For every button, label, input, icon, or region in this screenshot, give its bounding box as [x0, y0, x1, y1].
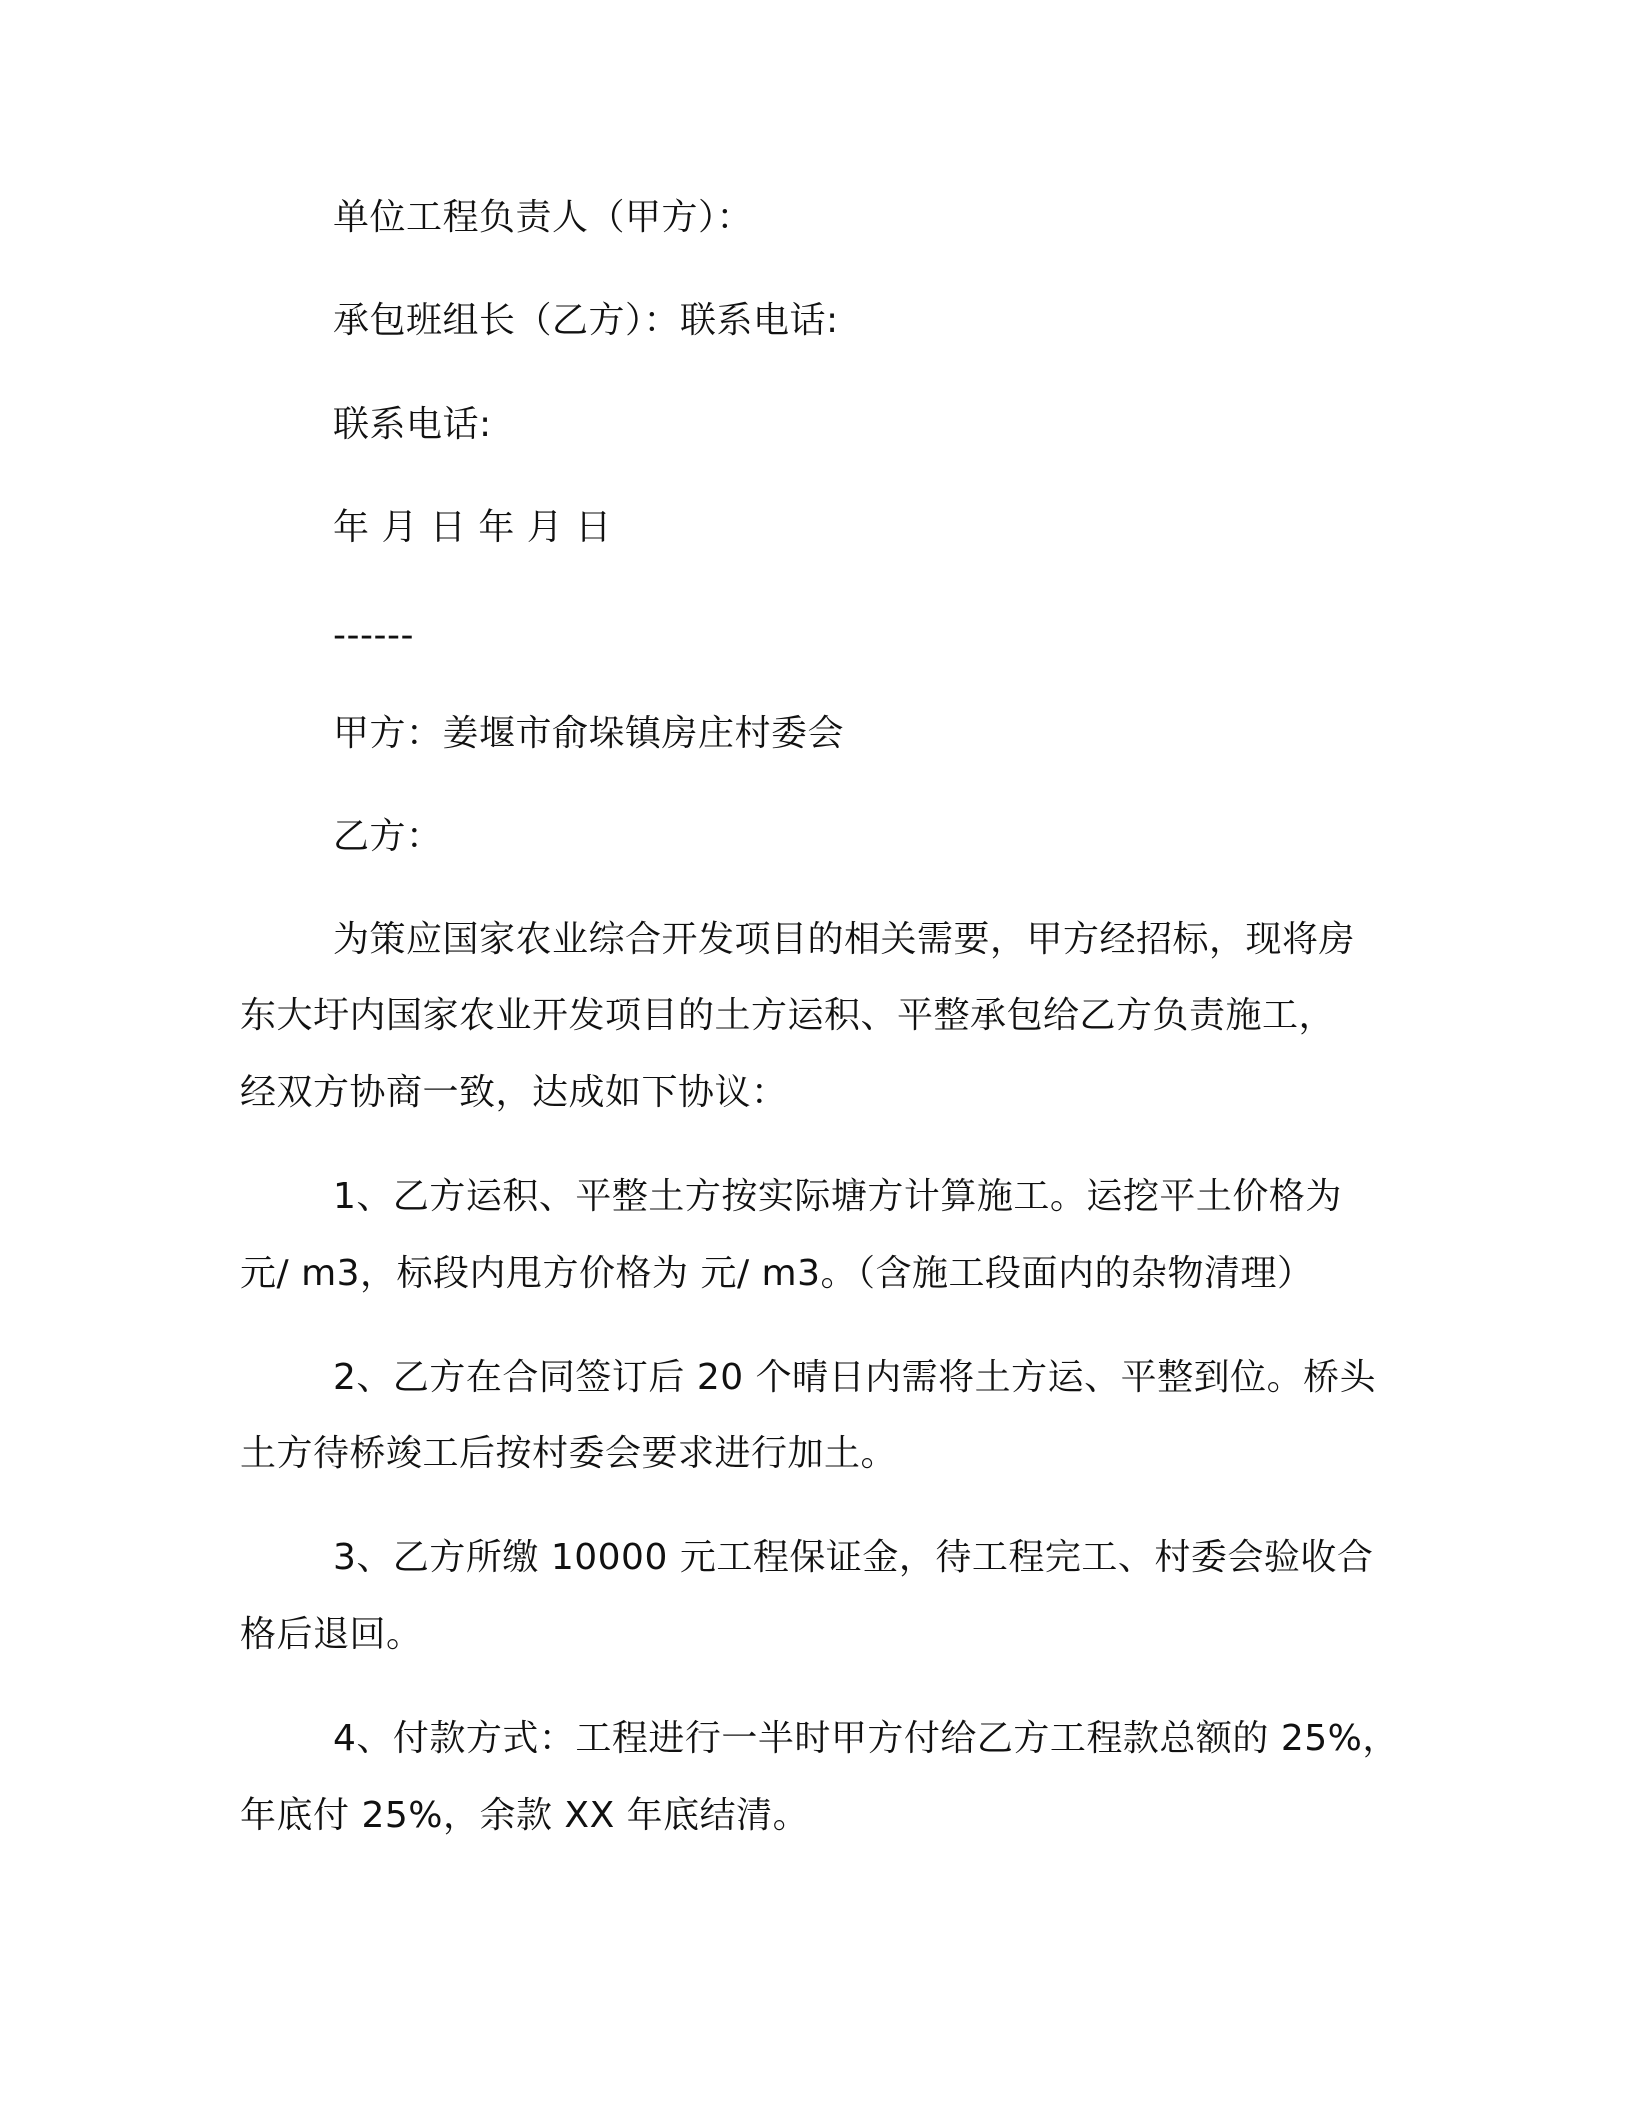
clause-4-line-2: 年底付 25%，余款 XX 年底结清。: [240, 1795, 810, 1836]
clause-4-line-1: 4、付款方式：工程进行一半时甲方付给乙方工程款总额的 25%，: [333, 1718, 1399, 1759]
clause-1-line-1: 1、乙方运积、平整土方按实际塘方计算施工。运挖平土价格为: [333, 1176, 1342, 1217]
party-a-representative: 单位工程负责人（甲方）：: [333, 197, 754, 238]
intro-line-3: 经双方协商一致，达成如下协议：: [240, 1072, 788, 1113]
clause-2-line-1: 2、乙方在合同签订后 20 个晴日内需将土方运、平整到位。桥头: [333, 1357, 1377, 1398]
separator: ------: [333, 615, 414, 656]
intro-line-2: 东大圩内国家农业开发项目的土方运积、平整承包给乙方负责施工，: [240, 995, 1336, 1036]
clause-1-line-2: 元/ m3，标段内甩方价格为 元/ m3。（含施工段面内的杂物清理）: [240, 1253, 1314, 1294]
clause-3-line-2: 格后退回。: [240, 1614, 423, 1655]
party-b-representative: 承包班组长（乙方）：联系电话:: [333, 300, 839, 341]
intro-line-1: 为策应国家农业综合开发项目的相关需要，甲方经招标，现将房: [333, 919, 1356, 960]
contact-phone: 联系电话:: [333, 404, 492, 445]
clause-3-line-1: 3、乙方所缴 10000 元工程保证金，待工程完工、村委会验收合: [333, 1537, 1374, 1578]
signature-dates: 年 月 日 年 月 日: [333, 507, 612, 548]
party-b: 乙方：: [333, 816, 443, 857]
clause-2-line-2: 土方待桥竣工后按村委会要求进行加土。: [240, 1433, 898, 1474]
party-a: 甲方：姜堰市俞垛镇房庄村委会: [333, 713, 845, 754]
